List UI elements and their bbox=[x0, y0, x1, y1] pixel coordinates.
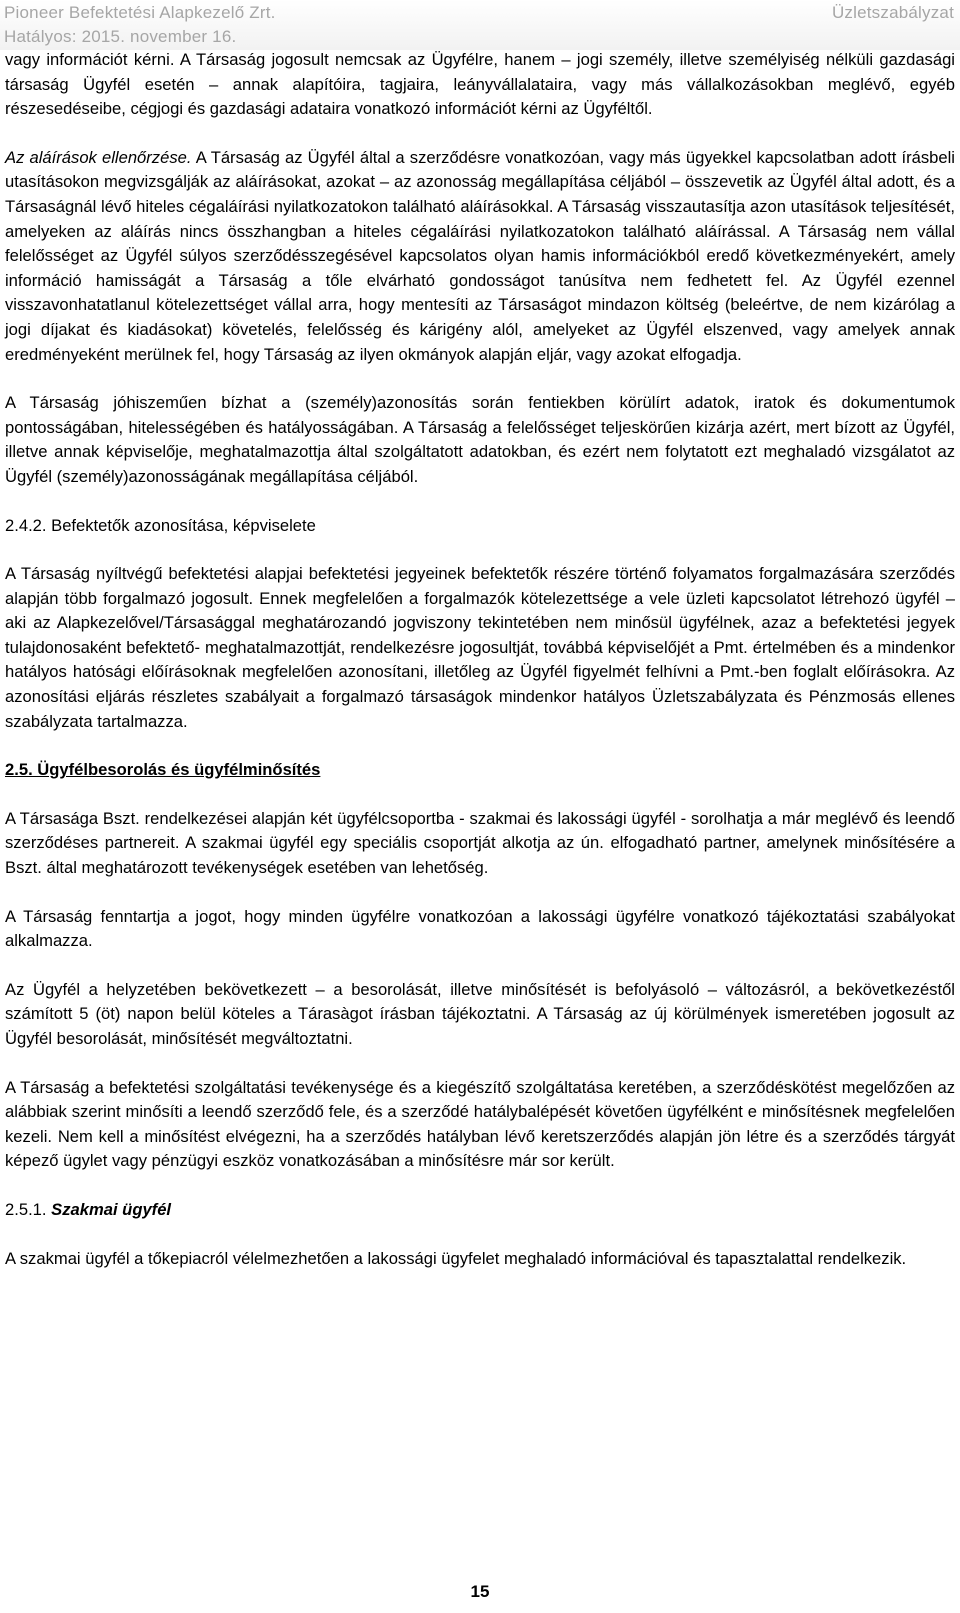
page-number: 15 bbox=[470, 1582, 490, 1601]
header-effective-date: Hatályos: 2015. november 16. bbox=[4, 27, 237, 46]
header-company: Pioneer Befektetési Alapkezelő Zrt. bbox=[4, 3, 276, 22]
paragraph-professional-client: A szakmai ügyfél a tőkepiacról vélelmezhetően a lakossági ügyfelet meghaladó információval és tapasztalattal rendelkezik. bbox=[5, 1248, 907, 1268]
header-document-title: Üzletszabályzat bbox=[831, 3, 954, 22]
signature-check-lead: Az aláírások ellenőrzése. bbox=[5, 147, 192, 167]
spacer bbox=[5, 367, 955, 391]
spacer bbox=[5, 734, 955, 758]
paragraph-pre-contract-classification: A Társaság a befektetési szolgáltatási tevékenysége és a kiegészítő szolgáltatása keretében, a szerződéskötést megelőzően az alábbiak szerint minősíti a leendő szerződő fele, és a szerződé hatálybalépését követően ügyfélként e minősítésnek megfelelően kezeli. Nem kell a minősítést elvégezni, ha a szerződés hatályban lévő keretszerződés alapján jön létre és a szerződés tárgyát képező ügylet vagy pénzügyi eszköz vonatkozásában a minősítésre már sor került. bbox=[5, 1077, 955, 1171]
heading-professional-client bbox=[5, 1198, 955, 1223]
page-header bbox=[0, 0, 960, 50]
spacer bbox=[5, 881, 955, 905]
spacer bbox=[5, 1223, 955, 1247]
paragraph-client-groups: A Társasága Bszt. rendelkezései alapján két ügyfélcsoportba - szakmai és lakossági ügyfél - sorolhatja a már meglévő és leendő szerződéses partnereit. A szakmai ügyfél egy speciális csoportját alkotja az ún. elfogadható partner, amelynek minősítésére a Bszt. által meghatározott tevékenységek esetében van lehetőség. bbox=[5, 808, 955, 878]
paragraph-distributors: A Társaság nyíltvégű befektetési alapjai befektetési jegyeinek befektetők részére történő folyamatos forgalmazására szerződés alapján több forgalmazó jogosult. Ennek megfelelően a forgalmazók kötelezettsége a vele üzleti kapcsolatot létrehozó ügyfél – aki az Alapkezelővel/Társasággal meghatározandó jogviszony tekintetében nem minősül ügyfélnek, azaz a befektetési jegyek tulajdonosaként befektető- meghatalmazottját, rendelkezésre jogosultját, továbbá képviselőjét a Pmt. értelmében és a mindenkor hatályos hatósági előírásoknak megfelelően azonosítani, illetőleg az Ügyfél figyelmét felhívni a Pmt.-ben foglalt előírásokra. Az azonosítási eljárás részletes szabályait a forgalmazó társaságok mindenkor hatályos Üzletszabályzata és Pénzmosás ellenes szabályzata tartalmazza. bbox=[5, 564, 955, 731]
spacer bbox=[5, 490, 955, 514]
spacer bbox=[5, 1052, 955, 1076]
spacer bbox=[5, 122, 955, 146]
paragraph-signature-check bbox=[5, 146, 955, 367]
paragraph-good-faith: A Társaság jóhiszeműen bízhat a (személy)azonosítás során fentiekben körülírt adatok, iratok és dokumentumok pontosságában, hitelességében és hatályosságában. A Társaság a felelősséget teljeskörűen kizárja azért, mert bízott az Ügyfél, illetve annak képviselője, meghatalmazottja által szolgáltatott adatokban, és ezért nem folytatott ezt meghaladó vizsgálatot az Ügyfél (személy)azonosságának megállapítása céljából. bbox=[5, 393, 955, 486]
paragraph-information-request: vagy információt kérni. A Társaság jogosult nemcsak az Ügyfélre, hanem – jogi személy, illetve személyiség nélküli gazdasági társaság Ügyfél esetén – annak alapítóira, tagjaira, leányvállalataira, vagy más vállalkozásokban meglévő, egyéb részesedéseibe, cégjogi és gazdasági adataira vonatkozó információt kérni az Ügyféltől. bbox=[5, 50, 955, 119]
heading-investor-identification: 2.4.2. Befektetők azonosítása, képviselete bbox=[5, 515, 316, 535]
spacer bbox=[5, 538, 955, 562]
document-body bbox=[5, 48, 955, 1271]
paragraph-retail-rules: A Társaság fenntartja a jogot, hogy minden ügyfélre vonatkozóan a lakossági ügyfélre vonatkozó tájékoztatási szabályokat alkalmazza. bbox=[5, 906, 955, 951]
paragraph-status-change: Az Ügyfél a helyzetében bekövetkezett – a besorolását, illetve minősítését is befolyásoló – változásról, a bekövetkezéstől számított 5 (öt) napon belül köteles a Tárasàgot írásban tájékoztatni. A Társaság az új körülmények ismeretében jogosult az Ügyfél besorolását, minősítését megváltoztatni. bbox=[5, 979, 955, 1048]
spacer bbox=[5, 783, 955, 807]
heading-client-classification: 2.5. Ügyfélbesorolás és ügyfélminősítés bbox=[5, 760, 321, 780]
spacer bbox=[5, 954, 955, 978]
heading-title: Szakmai ügyfél bbox=[51, 1199, 172, 1219]
signature-check-body: A Társaság az Ügyfél által a szerződésre vonatkozóan, vagy más ügyekkel kapcsolatban adott írásbeli utasításokon megvizsgálják az aláírásokat, azokat – az azonosság megállapítása céljából – összevetik az Ügyfél által adott, és a Társaságnál lévő hiteles cégaláírási nyilatkozatokon található aláírásokkal. A Társaság visszautasítja azon utasítások teljesítését, amelyeken az aláírás nincs összhangban a hiteles cégaláírási nyilatkozatokon található aláírással. A Társaság nem vállal felelősséget az Ügyfél súlyos szerződésszegésével kapcsolatos olyan hamis információkból eredő következményekért, amely információ hamisságát a Társaság a tőle elvárható gondosságot tanúsítva nem fedhetett fel. Az Ügyfél ezennel visszavonhatatlanul kötelezettséget vállal arra, hogy mentesíti az Társaságot mindazon költség (beleértve, de nem kizárólag a jogi díjakat és kiadásokat) követelés, felelősség és kárigény alól, amelyeket az Ügyfél elszenved, vagy amelyek annak eredményeként merülnek fel, hogy Társaság az ilyen okmányok alapján eljár, vagy azokat elfogadja. bbox=[5, 147, 955, 364]
heading-number: 2.5.1. bbox=[5, 1199, 47, 1219]
spacer bbox=[5, 1174, 955, 1198]
